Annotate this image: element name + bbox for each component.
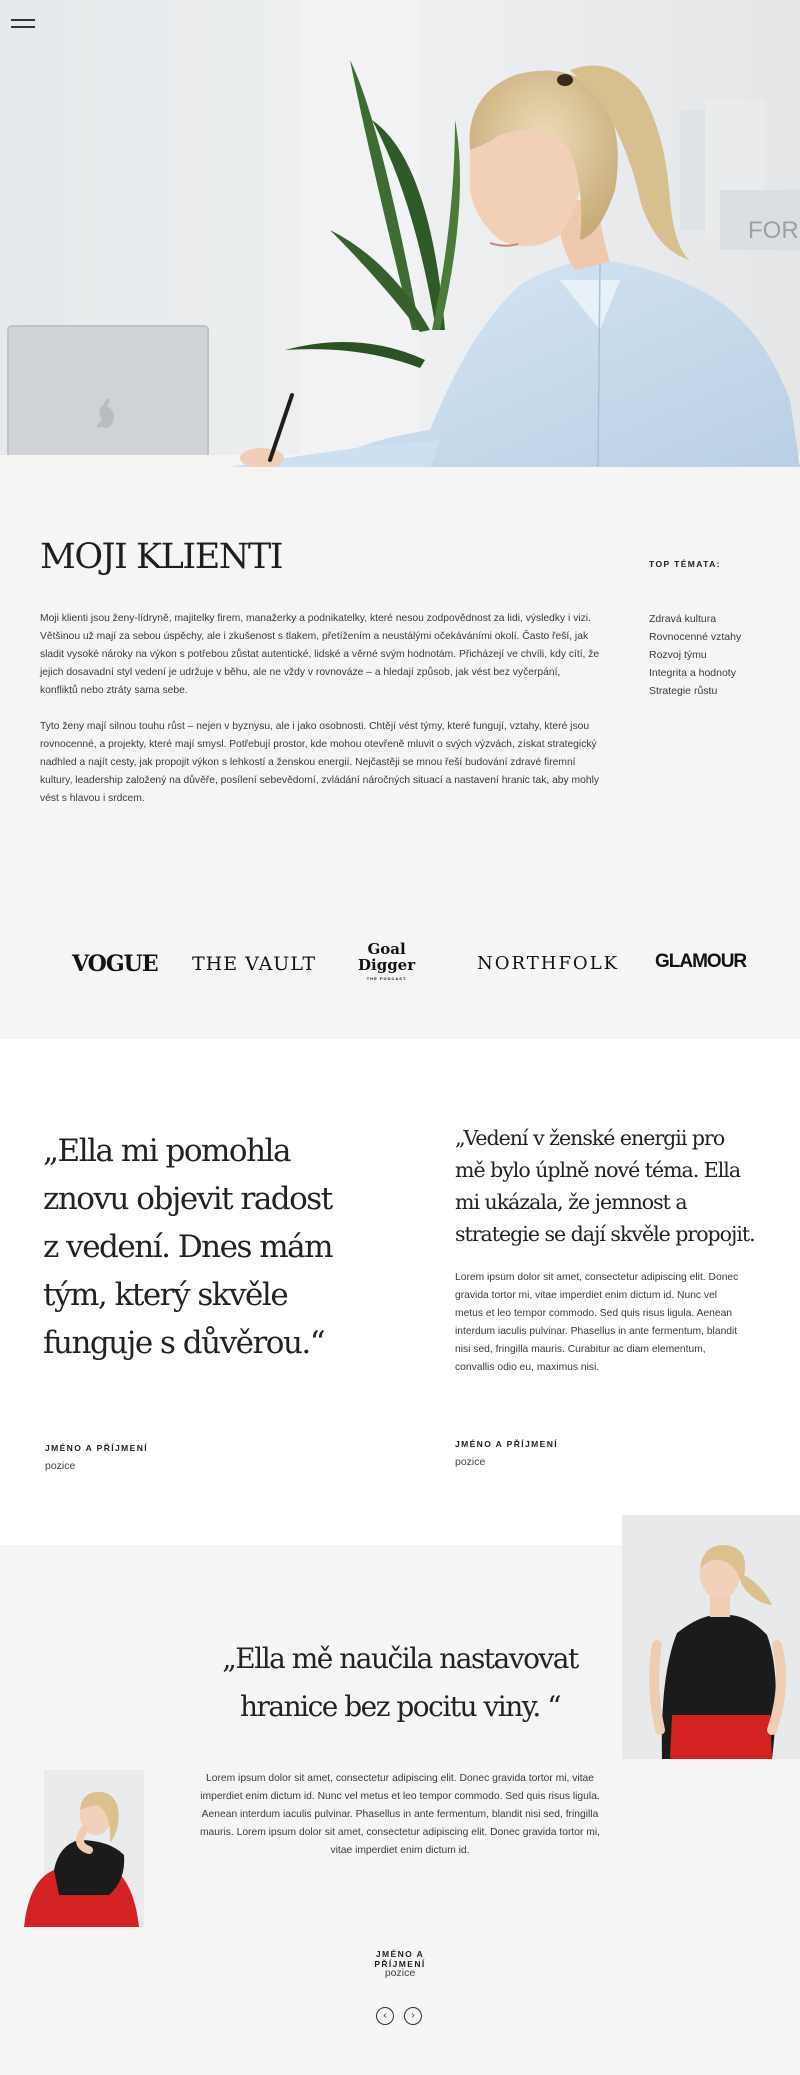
clients-paragraph: Moji klienti jsou ženy-lídryně, majitelky firem, manažerky a podnikatelky, které nesou zodpovědnost za lidi, výsledky i vizi. Většinou už mají za sebou úspěchy, ale i zkušenost s tlakem, přetížením a neustálými očekáváními okolí. Často řeší, jak sladit vysoké nároky na výkon s potřebou zůstat autentické, lidské a věrné svým hodnotám. Přicházejí ve chvíli, kdy cítí, že jejich dosavadní styl vedení je udržuje v běhu, ale ne vždy v rovnováze – a hledají způsob, jak vést bez vyčerpání, konfliktů nebo ztráty sama sebe.: [40, 613, 600, 696]
featured-body: Lorem ipsum dolor sit amet, consectetur adipiscing elit. Donec gravida tortor mi, vitae imperdiet enim dictum id. Nunc vel metus et leo tempor commodo. Sed quis risus ligula. Aenean interdum iaculis pulvinar. Phasellus in ante fermentum, blandit nisi sed, fringilla mauris. Lorem ipsum dolor sit amet, consectetur adipiscing elit. Donec gravida tortor mi, vitae imperdiet enim dictum id.: [199, 1773, 601, 1856]
chevron-left-icon[interactable]: ‹: [376, 2007, 394, 2025]
featured-position: pozice: [384, 1967, 416, 1979]
goal-digger-logo: [358, 941, 415, 981]
testimonial-name: JMÉNO A PŘÍJMENÍ: [45, 1443, 149, 1453]
testimonial-position: pozice: [45, 1460, 76, 1472]
portrait-photo-right: [622, 1515, 800, 1759]
clients-title: MOJI KLIENTI: [40, 537, 283, 577]
glamour-logo: GLAMOUR: [655, 951, 747, 972]
goal-digger-line2: Digger: [358, 956, 416, 974]
chevron-right-icon[interactable]: ›: [404, 2007, 422, 2025]
svg-text:FOR: FOR: [748, 217, 799, 244]
testimonial-name: JMÉNO A PŘÍJMENÍ: [455, 1439, 559, 1449]
hero-photo: [0, 0, 800, 467]
clients-text: [40, 610, 600, 826]
press-logos: [0, 937, 800, 997]
menu-line: [11, 19, 35, 21]
clients-section: [0, 467, 800, 1039]
portrait-photo-left: [14, 1770, 144, 1927]
topic-item: Strategie růstu: [649, 685, 718, 697]
testimonial-quote: „Vedení v ženské energii pro mě bylo úplně nové téma. Ella mi ukázala, že jemnost a strategie se dají skvěle propojit.: [455, 1126, 755, 1246]
topics-list: [649, 610, 741, 700]
testimonial-position: pozice: [455, 1456, 486, 1468]
testimonial-quote-large: „Ella mi pomohla znovu objevit radost z vedení. Dnes mám tým, který skvěle funguje s důvěrou.“: [43, 1133, 333, 1361]
hamburger-menu-icon[interactable]: [11, 17, 35, 29]
topic-item: Rovnocenné vztahy: [649, 631, 742, 643]
topic-item: Rozvoj týmu: [649, 649, 707, 661]
goal-digger-subtitle: THE PODCAST: [366, 976, 407, 981]
carousel-controls: [376, 2007, 426, 2027]
menu-line: [11, 26, 35, 28]
vogue-logo: VOGUE: [72, 951, 158, 977]
featured-name: JMÉNO A PŘÍJMENÍ: [374, 1949, 426, 1969]
featured-testimonial-section: [0, 1545, 800, 2075]
northfolk-logo: NORTHFOLK: [477, 953, 620, 974]
featured-quote: „Ella mě naučila nastavovat hranice bez pocitu viny. “: [222, 1642, 578, 1723]
topic-item: Zdravá kultura: [649, 613, 717, 625]
testimonials-section: [0, 1039, 800, 1545]
the-vault-logo: THE VAULT: [192, 953, 317, 975]
testimonial-body: Lorem ipsum dolor sit amet, consectetur adipiscing elit. Donec gravida tortor mi, vitae imperdiet enim dictum id. Nunc vel metus et leo tempor commodo. Sed quis risus ligula. Aenean interdum iaculis pulvinar. Phasellus in ante fermentum, blandit nisi sed, fringilla mauris. Curabitur ac diam elementum, convallis odio eu, maximus nisi.: [455, 1272, 739, 1373]
topic-item: Integrita a hodnoty: [649, 667, 736, 679]
goal-digger-line1: Goal: [367, 940, 406, 958]
hero-image: [0, 0, 800, 467]
clients-paragraph: Tyto ženy mají silnou touhu růst – nejen v byznysu, ale i jako osobnosti. Chtějí vést týmy, které fungují, vztahy, které jsou rovnocenné, a projekty, které mají smysl. Potřebují prostor, kde mohou otevřeně mluvit o svých výzvách, získat strategický nadhled a najít cesty, jak propojit výkon s lehkostí a ženskou energií. Nejčastěji se mnou řeší budování zdravé firemní kultury, leadership založený na důvěře, posílení sebevědomí, zvládání náročných situací a nastavení hranic tak, aby mohly vést s hlavou i srdcem.: [40, 721, 600, 804]
topics-heading: TOP TÉMATA:: [649, 559, 721, 569]
